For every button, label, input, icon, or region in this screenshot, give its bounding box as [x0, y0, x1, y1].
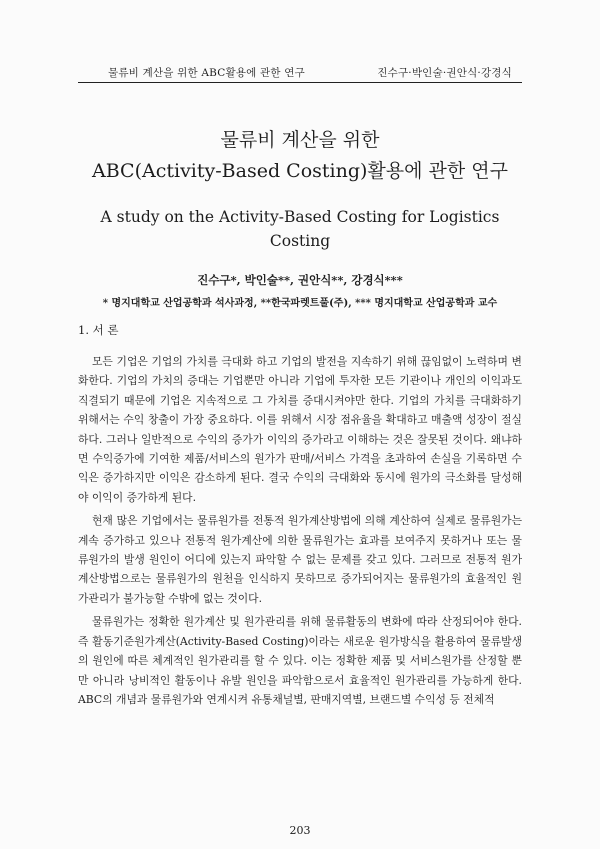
body-paragraph-1: 모든 기업은 기업의 가치를 극대화 하고 기업의 발전을 지속하기 위해 끊임없이 노력하며 변화한다. 기업의 가치의 증대는 기업뿐만 아니라 기업에 투자한 모든 기관이나 개인의 이익과도 직결되기 때문에 기업은 지속적으로 그 가치를 증대시켜야만 한다. 기업의 가치를 극대화하기 위해서는 수익 창출이 가장 중요하다. 이를 위해서 시장 점유율을 확대하고 매출액 성장이 절실하다. 그러나 일반적으로 수익의 증가가 이익의 증가라고 이해하는 것은 잘못된 것이다. 왜냐하면 수익증가에 기여한 제품/서비스의 원가가 판매/서비스 가격을 초과하여 손실을 기록하면 수익은 증가하지만 이익은 감소하게 된다. 결국 수익의 극대화와 동시에 원가의 극소화를 달성해야 이익이 증가하게 된다.: [78, 355, 522, 504]
body-paragraph-3: 물류원가는 정확한 원가계산 및 원가관리를 위해 물류활동의 변화에 따라 산정되어야 한다. 즉 활동기준원가계산(Activity-Based Costing)이라는 새로운 원가방식을 활용하여 물류발생의 원인에 따른 체계적인 원가관리를 할 수 있다. 이는 정확한 제품 및 서비스원가를 산정할 뿐만 아니라 낭비적인 활동이나 유발 원인을 파악함으로서 효율적인 원가관리를 가능하게 한다. ABC의 개념과 물류원가와 연계시켜 유통채널별, 판매지역별, 브랜드별 수익성 등 전체적: [78, 615, 522, 706]
body-paragraph-2: 현재 많은 기업에서는 물류원가를 전통적 원가계산방법에 의해 계산하여 실제로 물류원가는 계속 증가하고 있으나 전통적 원가계산에 의한 물류원가는 효과를 보여주지 못하거나 또는 물류원가의 발생 원인이 어디에 있는지 파악할 수 없는 문제를 갖고 있다. 그러므로 전통적 원가계산방법으로는 물류원가의 원천을 인식하지 못하므로 증가되어지는 물류원가의 효율적인 원가관리가 불가능할 수밖에 없는 것이다.: [78, 514, 522, 605]
korean-title-line-2: ABC(Activity-Based Costing)활용에 관한 연구: [92, 160, 508, 182]
section-heading: 1. 서 론: [78, 323, 119, 337]
running-header-authors: 진수구·박인술·권안식·강경식: [377, 67, 512, 79]
author-list: 진수구*, 박인술**, 권안식**, 강경식***: [197, 273, 403, 287]
running-header: [78, 62, 522, 80]
header-rule: [78, 82, 522, 83]
affiliation-list: * 명지대학교 산업공학과 석사과정, **한국파렛트풀(주), *** 명지대학교 산업공학과 교수: [102, 298, 498, 309]
running-header-title: 물류비 계산을 위한 ABC활용에 관한 연구: [108, 67, 305, 79]
korean-title-line-1: 물류비 계산을 위한: [220, 129, 380, 151]
body-text: [78, 352, 522, 713]
page-number: 203: [289, 824, 311, 837]
english-title: A study on the Activity-Based Costing for Logistics Costing: [100, 208, 500, 250]
